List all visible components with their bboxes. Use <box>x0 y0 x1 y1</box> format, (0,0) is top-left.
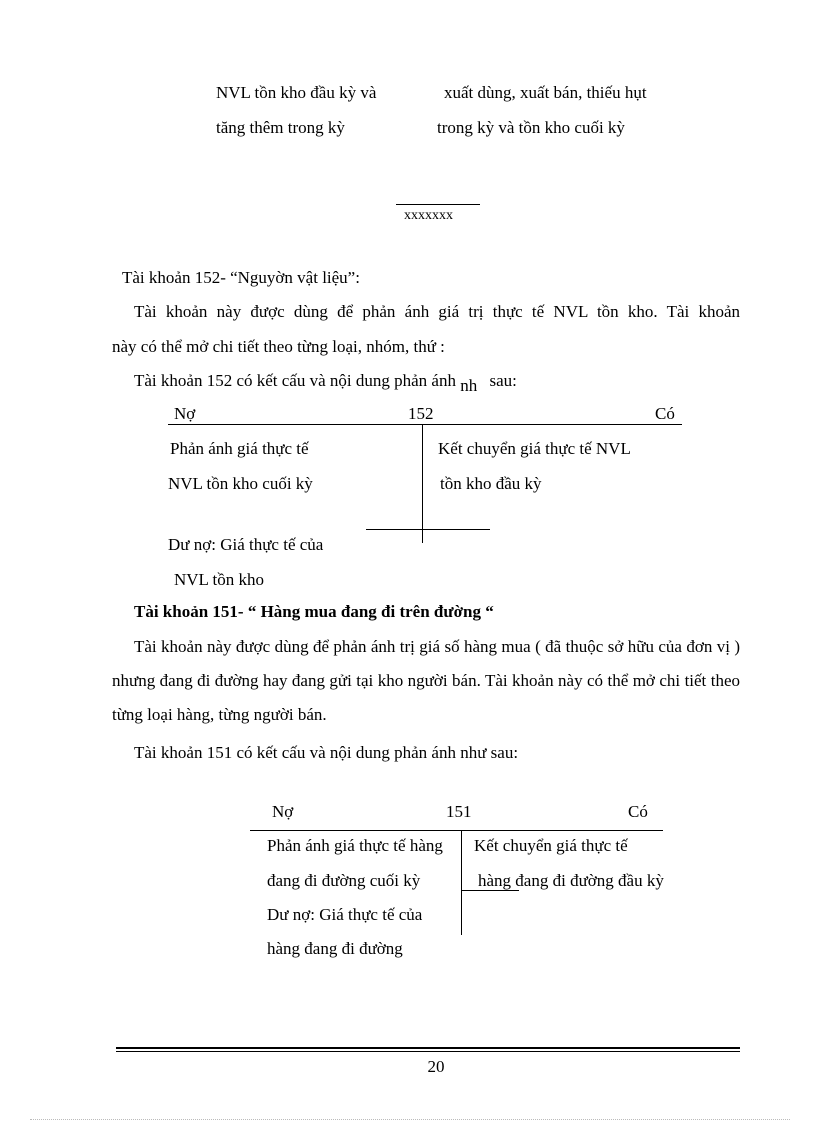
acc152-heading: Tài khoản 152- “Nguyờn vật liệu”: <box>122 268 360 287</box>
acc152-credit-line2: tồn kho đầu kỳ <box>440 474 542 493</box>
acc152-debit-line1: Phản ánh giá thực tế <box>170 439 309 458</box>
footer-rule-bottom <box>116 1051 740 1052</box>
acc152-structure-fragment: nh <box>460 376 478 395</box>
acc151-credit-line1: Kết chuyển giá thực tế <box>474 836 628 855</box>
acc152-desc-line1: Tài khoản này được dùng để phản ánh giá trị thực tế NVL tồn kho. Tài khoản <box>134 302 740 321</box>
prev-debit-line1: NVL tồn kho đầu kỳ và <box>216 83 377 102</box>
acc151-debit-line1: Phản ánh giá thực tế hàng <box>267 836 443 855</box>
acc152-t-center-rule <box>422 425 423 543</box>
acc151-credit-line2: hàng đang đi đường đầu kỳ <box>478 871 664 890</box>
acc152-structure-suffix: sau: <box>489 371 517 390</box>
acc151-t-code: 151 <box>446 802 472 821</box>
acc151-t-debit-label: Nợ <box>272 802 294 821</box>
acc151-structure: Tài khoản 151 có kết cấu và nội dung phản ánh như sau: <box>134 743 519 762</box>
acc152-structure-prefix: Tài khoản 152 có kết cấu và nội dung phản ánh <box>134 371 456 390</box>
prev-balance-marker: xxxxxxx <box>404 208 453 223</box>
acc152-balance-line2: NVL tồn kho <box>174 570 265 589</box>
prev-balance-rule <box>396 204 480 205</box>
prev-debit-line2: tăng thêm trong kỳ <box>216 118 345 137</box>
acc152-credit-line1: Kết chuyển giá thực tế NVL <box>438 439 631 458</box>
prev-credit-line2: trong kỳ và tồn kho cuối kỳ <box>437 118 625 137</box>
acc152-desc-line2: này có thể mở chi tiết theo từng loại, nhóm, thứ : <box>112 337 445 356</box>
acc151-balance-line2: hàng đang đi đường <box>267 939 403 958</box>
acc152-t-code: 152 <box>408 404 434 423</box>
acc151-t-credit-label: Có <box>628 802 648 821</box>
page-number: 20 <box>427 1057 445 1076</box>
acc152-debit-line2: NVL tồn kho cuối kỳ <box>168 474 313 493</box>
acc152-t-debit-label: Nợ <box>174 404 196 423</box>
prev-credit-line1: xuất dùng, xuất bán, thiếu hụt <box>444 83 647 102</box>
acc151-balance-rule <box>462 890 519 891</box>
acc152-t-top-rule <box>168 424 682 425</box>
acc151-desc: Tài khoản này được dùng để phản ánh trị giá số hàng mua ( đã thuộc sở hữu của đơn vị ) nhưng đang đi đường hay đang gửi tại kho người bán. Tài khoản này có thể mở chi tiết theo từng loại hàng, từng người bán. <box>112 637 740 724</box>
acc151-debit-line2: đang đi đường cuối kỳ <box>267 871 421 890</box>
acc152-balance-rule <box>366 529 490 530</box>
acc152-balance-line1: Dư nợ: Giá thực tế của <box>168 535 324 554</box>
acc151-heading: Tài khoản 151- “ Hàng mua đang đi trên đường “ <box>134 602 494 621</box>
acc152-structure <box>134 371 517 395</box>
acc151-t-center-rule <box>461 831 462 935</box>
page-edge-dots <box>30 1119 790 1120</box>
acc151-t-top-rule <box>250 830 663 831</box>
footer-rule-top <box>116 1047 740 1049</box>
acc152-t-credit-label: Có <box>655 404 675 423</box>
acc151-balance-line1: Dư nợ: Giá thực tế của <box>267 905 423 924</box>
